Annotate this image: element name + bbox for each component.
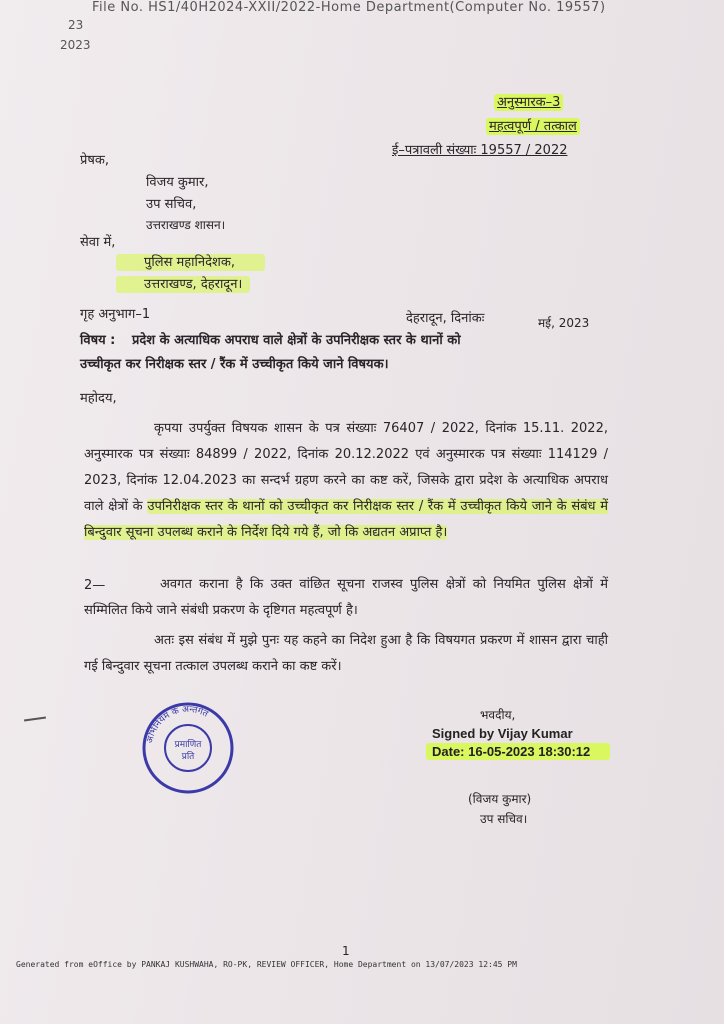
paragraph-2-number: 2— xyxy=(84,578,106,593)
closing-regards: भवदीय, xyxy=(480,708,516,722)
signatory-designation: उप सचिव। xyxy=(480,812,528,826)
recipient-place-row xyxy=(116,274,250,292)
margin-number: 23 xyxy=(68,18,84,32)
recipient-label: सेवा में, xyxy=(80,235,116,250)
reminder-text: अनुस्मारक–3 xyxy=(494,94,563,111)
page-number: 1 xyxy=(342,944,350,958)
margin-year: 2023 xyxy=(60,38,91,52)
signatory-name: (विजय कुमार) xyxy=(468,792,532,806)
digital-signature-date: Date: 16-05-2023 18:30:12 xyxy=(426,743,610,760)
digital-signature-name: Signed by Vijay Kumar xyxy=(432,726,573,741)
certified-stamp xyxy=(140,700,236,796)
sender-label: प्रेषक, xyxy=(80,153,110,168)
sender-office: उत्तराखण्ड शासन। xyxy=(146,218,226,232)
margin-dash xyxy=(24,716,46,721)
priority-label xyxy=(486,116,580,134)
section-name: गृह अनुभाग–1 xyxy=(80,307,151,322)
paragraph-1-highlighted: उपनिरीक्षक स्तर के थानों को उच्चीकृत कर निरीक्षक स्तर / रैंक में उच्चीकृत किये जाने के संबंध में बिन्दुवार सूचना उपलब्ध कराने के निर्देश दिये गये हैं, जो कि अद्यतन अप्राप्त है। xyxy=(84,499,608,540)
paragraph-3-text: अतः इस संबंध में मुझे पुनः यह कहने का निदेश हुआ है कि विषयगत प्रकरण में शासन द्वारा चाही गई बिन्दुवार सूचना तत्काल उपलब्ध कराने का कष्ट करें। xyxy=(84,633,608,674)
subject-line-1: प्रदेश के अत्याधिक अपराध वाले क्षेत्रों के उपनिरीक्षक स्तर के थानों को xyxy=(132,333,461,348)
reminder-label xyxy=(494,92,563,110)
paragraph-2-text: अवगत कराना है कि उक्त वांछित सूचना राजस्व पुलिस क्षेत्रों को नियमित पुलिस क्षेत्रों में सम्मिलित किये जाने संबंधी प्रकरण के दृष्टिगत महत्वपूर्ण है। xyxy=(84,577,608,618)
e-file-number: ई–पत्रावली संख्याः 19557 / 2022 xyxy=(392,143,568,158)
date-value: मई, 2023 xyxy=(538,316,590,330)
body-paragraph-1 xyxy=(84,416,608,546)
paragraph-1-text: कृपया उपर्युक्त विषयक शासन के पत्र संख्याः 76407 / 2022, दिनांक 15.11. 2022, अनुस्मारक पत्र संख्याः 84899 / 2022, दिनांक 20.12.2022 एवं अनुस्मारक पत्र संख्याः 114129 / 2023, दिनांक 12.04.2023 का सन्दर्भ ग्रहण करने का कष्ट करें, जिसके द्वारा प्रदेश के अत्याधिक अपराध वाले क्षेत्रों के xyxy=(84,421,608,514)
body-paragraph-2 xyxy=(84,572,608,624)
eoffice-footer: Generated from eOffice by PANKAJ KUSHWAHA, RO-PK, REVIEW OFFICER, Home Department on 13/07/2023 12:45 PM xyxy=(16,960,517,969)
priority-text: महत्वपूर्ण / तत्काल xyxy=(486,118,580,135)
recipient-name-row xyxy=(116,252,265,270)
salutation: महोदय, xyxy=(80,391,117,406)
subject-label: विषय : xyxy=(80,333,116,348)
stamp-inner-text: प्रमाणित xyxy=(174,740,202,750)
stamp-outer-text: अभिनियम के अन्तर्गत xyxy=(145,704,210,745)
file-number-header: File No. HS1/40H2024-XXII/2022-Home Department(Computer No. 19557) xyxy=(92,0,606,15)
digital-signature-date-row xyxy=(426,744,610,759)
recipient-name: पुलिस महानिदेशक, xyxy=(116,254,265,271)
subject-line-2: उच्चीकृत कर निरीक्षक स्तर / रैंक में उच्चीकृत किये जाने विषयक। xyxy=(80,357,389,372)
body-paragraph-3 xyxy=(84,628,608,680)
sender-designation: उप सचिव, xyxy=(146,197,197,212)
stamp-inner-text-2: प्रति xyxy=(181,752,195,762)
sender-name: विजय कुमार, xyxy=(146,175,209,190)
date-place: देहरादून, दिनांकः xyxy=(406,311,485,326)
recipient-place: उत्तराखण्ड, देहरादून। xyxy=(116,276,250,293)
